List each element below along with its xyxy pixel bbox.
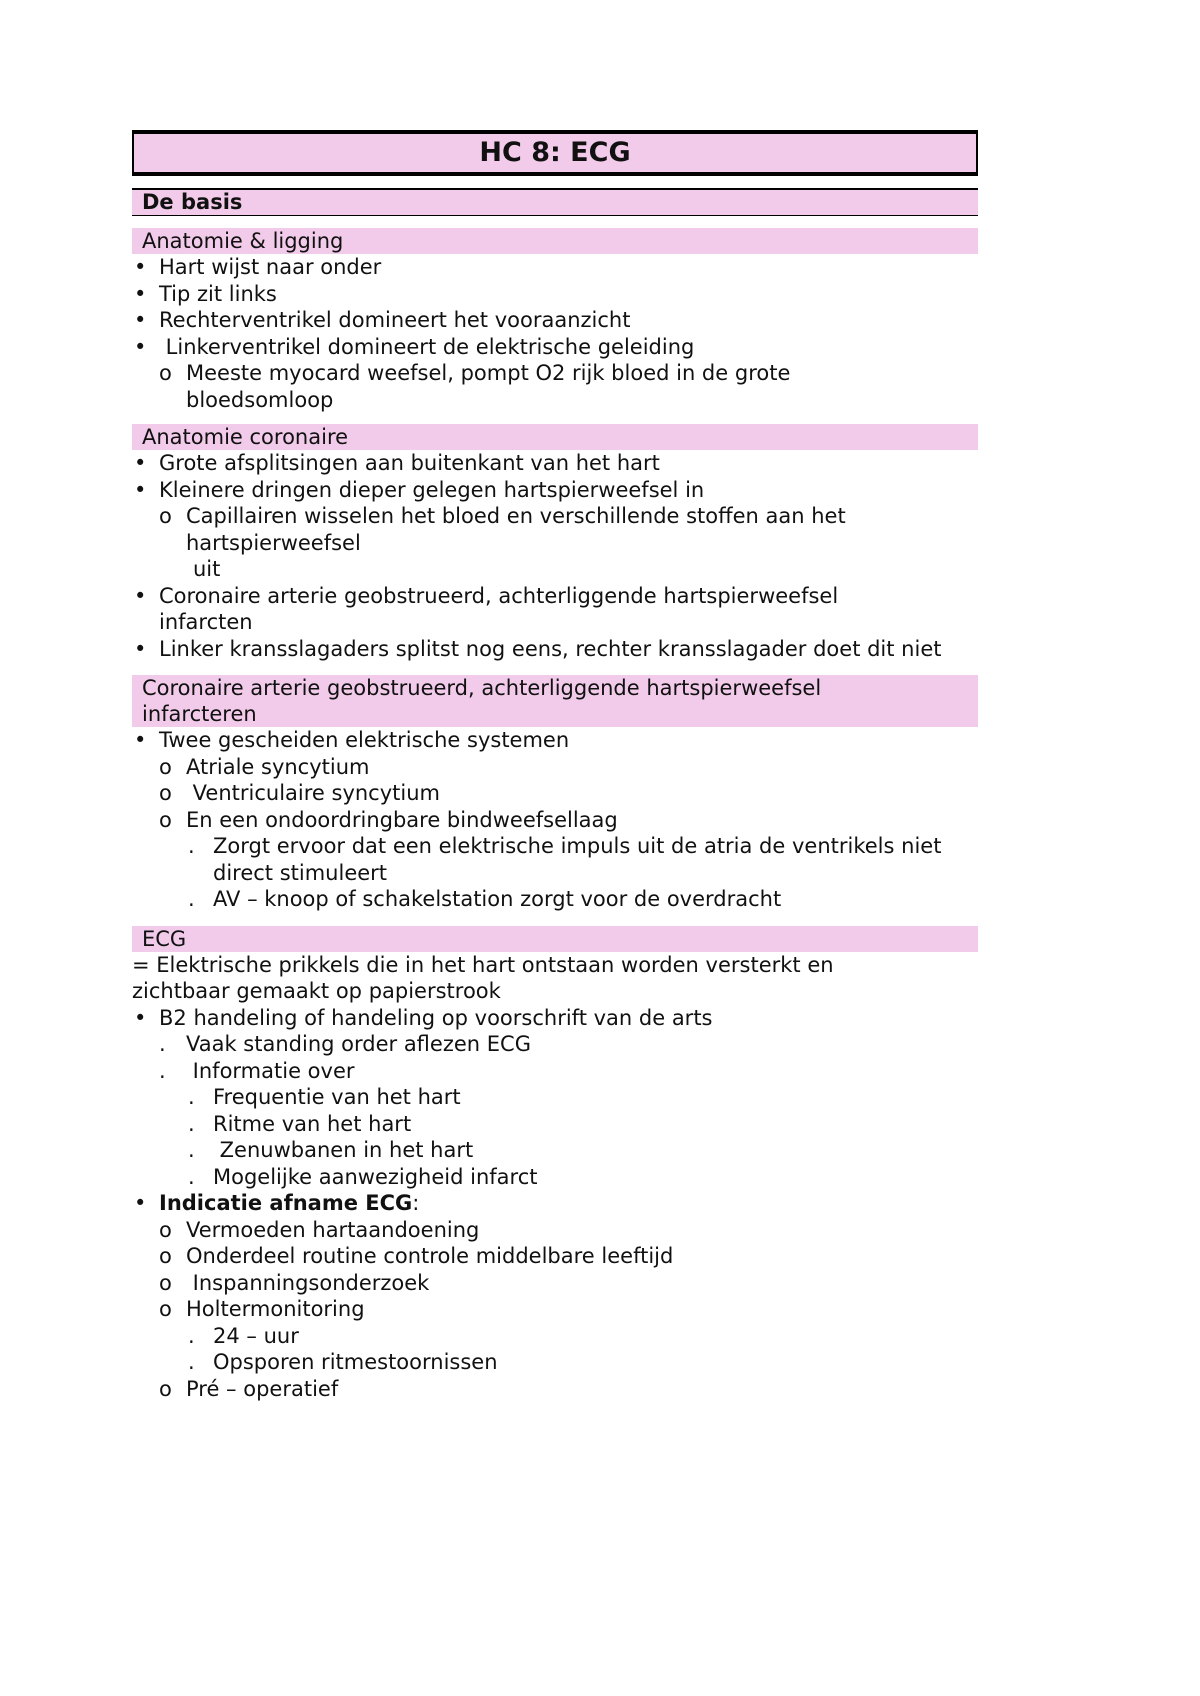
list-item: • Grote afsplitsingen aan buitenkant van het hart <box>134 451 660 475</box>
indicatie-label: Indicatie afname ECG <box>159 1191 413 1215</box>
dot-bullet-icon: . <box>188 1323 195 1348</box>
ecg-definition: = Elektrische prikkels die in het hart ontstaan worden versterkt en zichtbaar gemaakt op papierstrook <box>132 952 834 1003</box>
subheading-anatomie: Anatomie & ligging <box>132 228 978 254</box>
list-item: . Opsporen ritmestoornissen <box>188 1350 498 1374</box>
list-item: o Onderdeel routine controle middelbare leeftijd <box>159 1244 674 1268</box>
list-item: • Rechterventrikel domineert het vooraanzicht <box>134 308 631 332</box>
list-item: . 24 – uur <box>188 1323 299 1348</box>
bullet-icon: • <box>134 583 147 608</box>
dot-bullet-icon: . <box>188 1350 195 1374</box>
circle-bullet-icon: o <box>159 1217 172 1242</box>
bullet-icon: • <box>134 1191 147 1215</box>
list-item: . Zorgt ervoor dat een elektrische impuls uit de atria de ventrikels niet direct stimuleert <box>188 834 942 885</box>
list-item: • Hart wijst naar onder <box>134 255 382 279</box>
dot-bullet-icon: . <box>159 1058 166 1083</box>
bullet-icon: • <box>134 334 147 359</box>
circle-bullet-icon: o <box>159 1244 172 1268</box>
bullet-icon: • <box>134 255 147 279</box>
list-item: . Mogelijke aanwezigheid infarct <box>188 1164 538 1189</box>
subheading-arterie: Coronaire arterie geobstrueerd, achterliggende hartspierweefsel infarcteren <box>132 675 978 727</box>
list-item: • Coronaire arterie geobstrueerd, achterliggende hartspierweefsel infarcten <box>134 583 839 634</box>
bullet-icon: • <box>134 281 147 306</box>
list-item: • Twee gescheiden elektrische systemen <box>134 728 570 752</box>
circle-bullet-icon: o <box>159 807 172 832</box>
circle-bullet-icon: o <box>159 754 172 779</box>
list-item: o Atriale syncytium <box>159 754 370 779</box>
coronaire-list <box>132 450 978 662</box>
arterie-list <box>132 727 978 913</box>
dot-bullet-icon: . <box>188 1164 195 1189</box>
dot-bullet-icon: . <box>188 1085 195 1109</box>
list-item: . Zenuwbanen in het hart <box>188 1138 474 1162</box>
bullet-icon: • <box>134 1005 147 1030</box>
bullet-icon: • <box>134 451 147 475</box>
list-item: . Vaak standing order aflezen ECG <box>159 1032 531 1056</box>
list-item: o Vermoeden hartaandoening <box>159 1217 480 1242</box>
list-item: • Kleinere dringen dieper gelegen hartspierweefsel in <box>134 477 705 502</box>
document-page <box>132 130 978 1402</box>
dot-bullet-icon: . <box>188 1138 195 1162</box>
list-item: • B2 handeling of handeling op voorschrift van de arts <box>134 1005 713 1030</box>
anatomie-list <box>132 254 978 413</box>
list-item: o Inspanningsonderzoek <box>159 1270 430 1295</box>
list-item: • Tip zit links <box>134 281 277 306</box>
bullet-icon: • <box>134 636 147 661</box>
list-item: o Holtermonitoring <box>159 1297 365 1321</box>
list-item: o Meeste myocard weefsel, pompt O2 rijk bloed in de grote bloedsomloop <box>159 361 791 412</box>
circle-bullet-icon: o <box>159 1270 172 1295</box>
circle-bullet-icon: o <box>159 504 172 528</box>
bullet-icon: • <box>134 477 147 502</box>
circle-bullet-icon: o <box>159 1376 172 1401</box>
dot-bullet-icon: . <box>188 887 195 911</box>
circle-bullet-icon: o <box>159 1297 172 1321</box>
bullet-icon: • <box>134 728 147 752</box>
list-item: • Indicatie afname ECG: <box>134 1191 420 1215</box>
list-item: • Linker kransslagaders splitst nog eens, rechter kransslagader doet dit niet <box>134 636 942 661</box>
dot-bullet-icon: . <box>188 834 195 858</box>
section-heading: De basis <box>132 188 978 216</box>
list-item: o En een ondoordringbare bindweefsellaag <box>159 807 618 832</box>
list-item: . AV – knoop of schakelstation zorgt voor de overdracht <box>188 887 782 911</box>
subheading-coronaire: Anatomie coronaire <box>132 424 978 450</box>
list-item: • Linkerventrikel domineert de elektrische geleiding <box>134 334 695 359</box>
list-item: uit <box>193 557 221 581</box>
ecg-list <box>132 1005 978 1403</box>
circle-bullet-icon: o <box>159 781 172 805</box>
subheading-ecg: ECG <box>132 926 978 952</box>
bullet-icon: • <box>134 308 147 332</box>
list-item: o Capillairen wisselen het bloed en verschillende stoffen aan het hartspierweefsel <box>159 504 846 555</box>
dot-bullet-icon: . <box>159 1032 166 1056</box>
list-item: o Ventriculaire syncytium <box>159 781 440 805</box>
document-title: HC 8: ECG <box>132 130 978 176</box>
list-item: . Frequentie van het hart <box>188 1085 461 1109</box>
dot-bullet-icon: . <box>188 1111 195 1136</box>
circle-bullet-icon: o <box>159 361 172 385</box>
list-item: o Pré – operatief <box>159 1376 339 1401</box>
list-item: . Ritme van het hart <box>188 1111 412 1136</box>
list-item: . Informatie over <box>159 1058 355 1083</box>
